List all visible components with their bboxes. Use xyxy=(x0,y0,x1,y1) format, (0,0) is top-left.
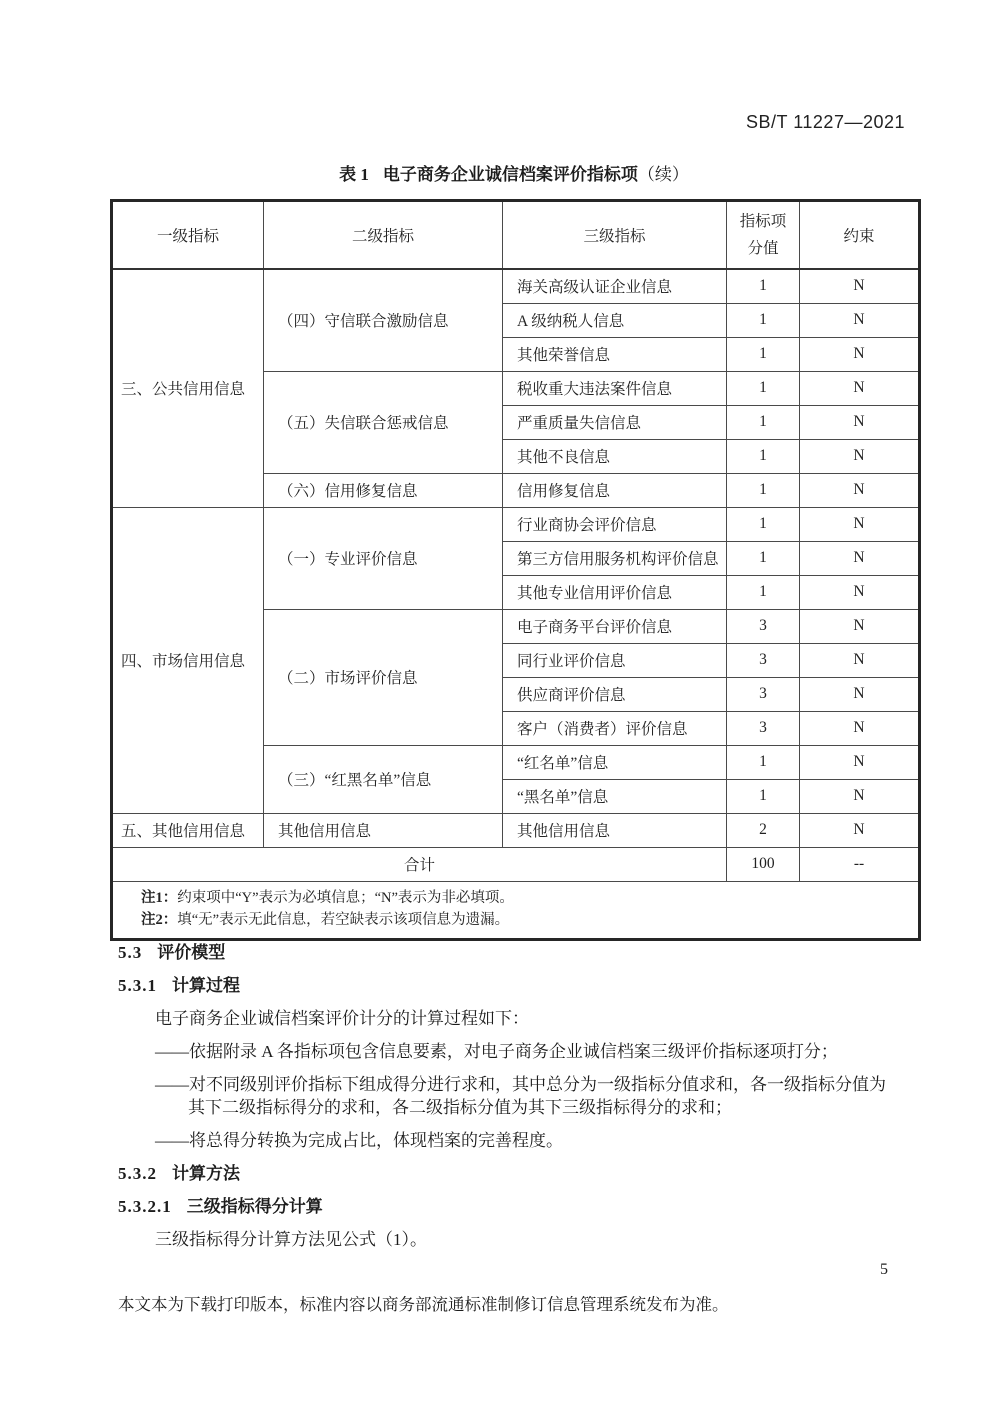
level2-cell-repair: （六）信用修复信息 xyxy=(264,473,503,507)
table-row xyxy=(112,813,920,847)
score-cell: 1 xyxy=(727,541,800,575)
header-score xyxy=(727,201,800,270)
level3-cell: 其他不良信息 xyxy=(503,439,727,473)
list-item-3: ——将总得分转换为完成占比，体现档案的完善程度。 xyxy=(155,1131,563,1150)
score-cell: 1 xyxy=(727,575,800,609)
constraint-cell: N xyxy=(800,541,920,575)
heading-number: 5.3.1 xyxy=(118,976,157,995)
score-cell: 3 xyxy=(727,609,800,643)
note-2 xyxy=(141,909,908,931)
level3-cell: 第三方信用服务机构评价信息 xyxy=(503,541,727,575)
paragraph-closing: 三级指标得分计算方法见公式（1）。 xyxy=(155,1230,427,1249)
header-level2: 二级指标 xyxy=(264,201,503,270)
constraint-cell: N xyxy=(800,711,920,745)
constraint-cell: N xyxy=(800,405,920,439)
constraint-cell: N xyxy=(800,303,920,337)
heading-5-3-1 xyxy=(118,974,900,997)
notes-row xyxy=(112,881,920,939)
level3-cell: 同行业评价信息 xyxy=(503,643,727,677)
heading-title: 计算方法 xyxy=(172,1164,240,1183)
header-level3: 三级指标 xyxy=(503,201,727,270)
constraint-cell: N xyxy=(800,575,920,609)
heading-title: 计算过程 xyxy=(172,976,240,995)
heading-number: 5.3 xyxy=(118,943,143,962)
level3-cell: A 级纳税人信息 xyxy=(503,303,727,337)
table-title-suffix: （续） xyxy=(637,165,689,184)
page-footer: 本文本为下载打印版本，标准内容以商务部流通标准制修订信息管理系统发布为准。 xyxy=(118,1295,729,1314)
level1-cell-other-credit: 五、其他信用信息 xyxy=(112,813,264,847)
note-1-label: 注1： xyxy=(141,889,178,906)
score-cell: 3 xyxy=(727,711,800,745)
level3-cell: 严重质量失信信息 xyxy=(503,405,727,439)
score-cell: 1 xyxy=(727,405,800,439)
constraint-cell: N xyxy=(800,813,920,847)
constraint-cell: N xyxy=(800,643,920,677)
level3-cell: 客户（消费者）评价信息 xyxy=(503,711,727,745)
heading-title: 三级指标得分计算 xyxy=(186,1197,323,1216)
total-row xyxy=(112,847,920,881)
constraint-cell: N xyxy=(800,779,920,813)
total-constraint-cell: -- xyxy=(800,847,920,881)
heading-number: 5.3.2 xyxy=(118,1164,157,1183)
score-cell: 1 xyxy=(727,439,800,473)
level3-cell: 其他信用信息 xyxy=(503,813,727,847)
header-level1: 一级指标 xyxy=(112,201,264,270)
table-row xyxy=(112,507,920,541)
doc-code: SB/T 11227—2021 xyxy=(746,112,905,132)
header-score-line1: 指标项 xyxy=(739,213,787,230)
level3-cell: 其他专业信用评价信息 xyxy=(503,575,727,609)
total-label-cell: 合计 xyxy=(112,847,727,881)
level3-cell: “红名单”信息 xyxy=(503,745,727,779)
score-cell: 1 xyxy=(727,269,800,303)
score-cell: 1 xyxy=(727,507,800,541)
level3-cell: 供应商评价信息 xyxy=(503,677,727,711)
score-cell: 1 xyxy=(727,779,800,813)
list-item-1: ——依据附录 A 各指标项包含信息要素，对电子商务企业诚信档案三级评价指标逐项打分； xyxy=(155,1042,838,1061)
page-number: 5 xyxy=(880,1261,888,1278)
level3-cell: “黑名单”信息 xyxy=(503,779,727,813)
constraint-cell: N xyxy=(800,371,920,405)
note-1-text: 约束项中“Y”表示为必填信息；“N”表示为非必填项。 xyxy=(177,889,514,906)
level3-cell: 行业商协会评价信息 xyxy=(503,507,727,541)
level3-cell: 电子商务平台评价信息 xyxy=(503,609,727,643)
score-cell: 1 xyxy=(727,337,800,371)
heading-5-3 xyxy=(118,941,900,964)
level2-cell-redblack-list: （三）“红黑名单”信息 xyxy=(264,745,503,813)
header-score-line2: 分值 xyxy=(747,240,779,257)
table-header-row xyxy=(112,201,920,270)
heading-title: 评价模型 xyxy=(157,943,226,962)
paragraph-intro: 电子商务企业诚信档案评价计分的计算过程如下： xyxy=(155,1009,529,1028)
note-2-text: 填“无”表示无此信息，若空缺表示该项信息为遗漏。 xyxy=(177,911,510,928)
level1-cell-market-credit: 四、市场信用信息 xyxy=(112,507,264,813)
note-1 xyxy=(141,887,908,909)
level2-cell-professional: （一）专业评价信息 xyxy=(264,507,503,609)
constraint-cell: N xyxy=(800,337,920,371)
table-row xyxy=(112,269,920,303)
indicator-table xyxy=(110,199,921,941)
level2-cell-incentive: （四）守信联合激励信息 xyxy=(264,269,503,371)
score-cell: 3 xyxy=(727,677,800,711)
table-title-label: 表 1 xyxy=(339,165,369,184)
header-constraint: 约束 xyxy=(800,201,920,270)
heading-5-3-2 xyxy=(118,1162,900,1185)
constraint-cell: N xyxy=(800,269,920,303)
level2-cell-other: 其他信用信息 xyxy=(264,813,503,847)
level3-cell: 海关高级认证企业信息 xyxy=(503,269,727,303)
heading-number: 5.3.2.1 xyxy=(118,1197,172,1216)
score-cell: 1 xyxy=(727,473,800,507)
constraint-cell: N xyxy=(800,609,920,643)
score-cell: 1 xyxy=(727,371,800,405)
list-item-2: ——对不同级别评价指标下组成得分进行求和，其中总分为一级指标分值求和，各一级指标分值为其下二级指标得分的求和，各二级指标分值为其下三级指标得分的求和； xyxy=(155,1075,886,1117)
constraint-cell: N xyxy=(800,439,920,473)
score-cell: 2 xyxy=(727,813,800,847)
constraint-cell: N xyxy=(800,745,920,779)
body-content xyxy=(118,941,900,1261)
score-cell: 3 xyxy=(727,643,800,677)
level1-cell-public-credit: 三、公共信用信息 xyxy=(112,269,264,507)
constraint-cell: N xyxy=(800,507,920,541)
level3-cell: 其他荣誉信息 xyxy=(503,337,727,371)
total-score-cell: 100 xyxy=(727,847,800,881)
table-title-text: 电子商务企业诚信档案评价指标项 xyxy=(382,165,638,184)
table-notes xyxy=(112,881,920,939)
table-title xyxy=(110,160,918,185)
constraint-cell: N xyxy=(800,677,920,711)
level2-cell-market-eval: （二）市场评价信息 xyxy=(264,609,503,745)
level3-cell: 信用修复信息 xyxy=(503,473,727,507)
score-cell: 1 xyxy=(727,745,800,779)
heading-5-3-2-1 xyxy=(118,1195,900,1218)
level3-cell: 税收重大违法案件信息 xyxy=(503,371,727,405)
score-cell: 1 xyxy=(727,303,800,337)
note-2-label: 注2： xyxy=(141,911,178,928)
level2-cell-punishment: （五）失信联合惩戒信息 xyxy=(264,371,503,473)
constraint-cell: N xyxy=(800,473,920,507)
